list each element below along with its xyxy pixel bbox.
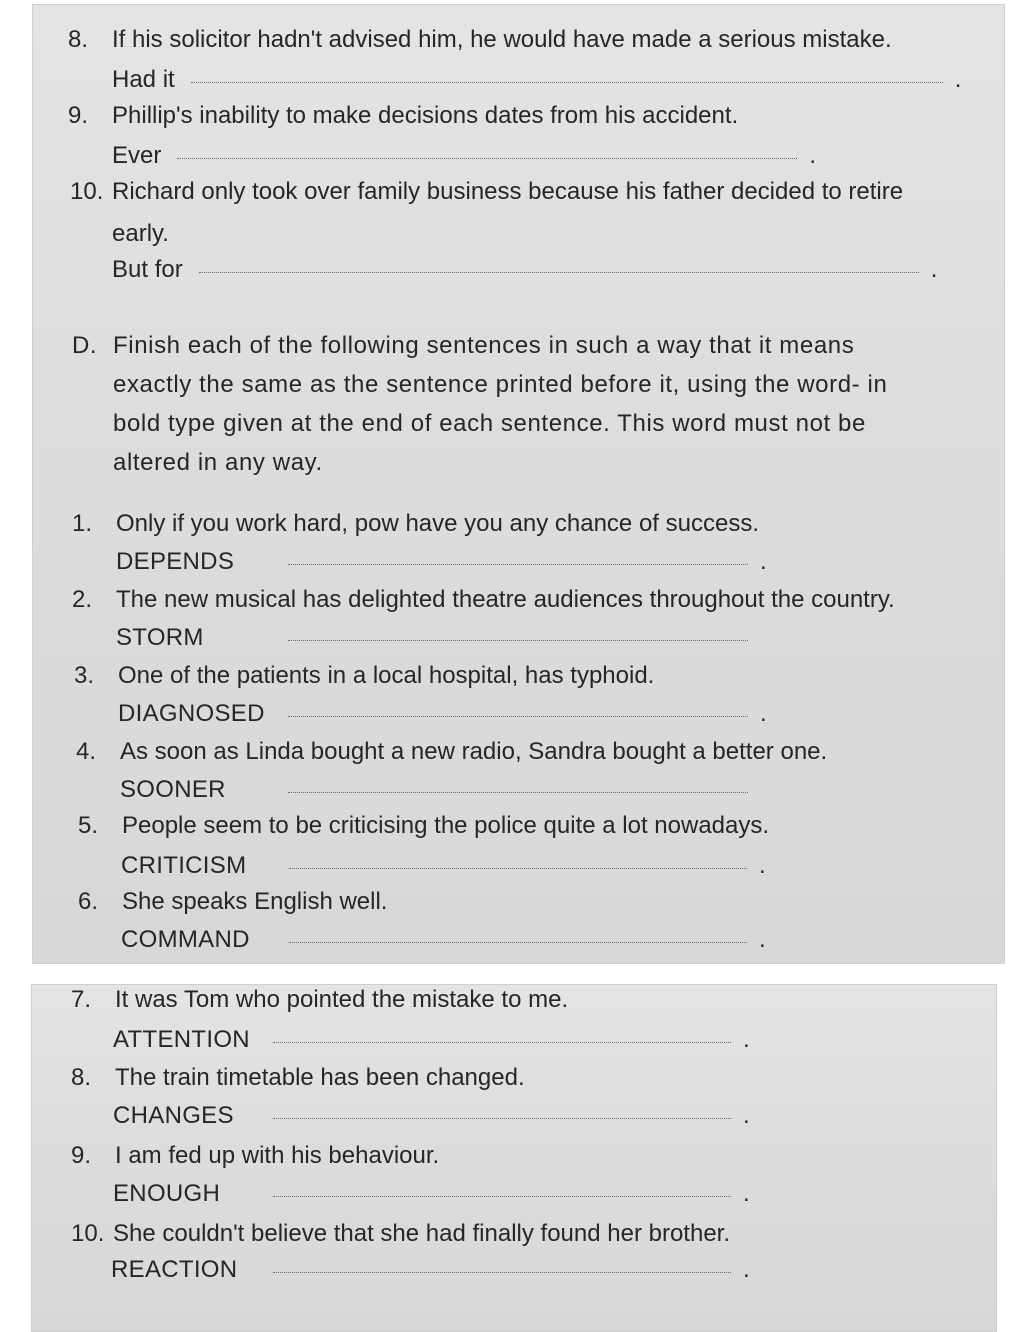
exercise-sentence: As soon as Linda bought a new radio, Sandra bought a better one.	[120, 738, 828, 765]
answer-blank[interactable]	[288, 715, 748, 717]
exercise-6-answer-line	[121, 926, 766, 954]
answer-blank[interactable]	[289, 941, 747, 943]
exercise-number: 7.	[71, 986, 92, 1013]
answer-blank[interactable]	[191, 81, 943, 83]
exercise-5-answer-line	[121, 852, 766, 880]
instruction-line: altered in any way.	[113, 449, 323, 476]
exercise-sentence: The new musical has delighted theatre audiences throughout the country.	[116, 586, 895, 613]
exercise-6-prompt	[78, 888, 387, 916]
exercise-9-prompt	[71, 1142, 439, 1170]
exercise-8-prompt	[71, 1064, 525, 1092]
exercise-7-answer-line	[113, 1026, 750, 1054]
question-10-prompt	[70, 178, 903, 206]
question-number: 8.	[68, 26, 89, 53]
exercise-3-answer-line	[118, 700, 767, 728]
instruction-line: bold type given at the end of each sentence. This word must not be	[113, 410, 866, 437]
question-10-answer-line	[112, 256, 937, 284]
section-d-instructions	[113, 326, 887, 482]
exercise-number: 6.	[78, 888, 99, 915]
keyword: ENOUGH	[113, 1180, 221, 1207]
question-sentence: If his solicitor hadn't advised him, he would have made a serious mistake.	[112, 26, 892, 53]
answer-blank[interactable]	[199, 271, 919, 273]
exercise-2-answer-line	[116, 624, 748, 652]
worksheet-top-page	[32, 4, 1005, 964]
keyword: CHANGES	[113, 1102, 234, 1129]
question-10-prompt-continued	[112, 220, 169, 248]
question-9-answer-line	[112, 142, 816, 170]
exercise-sentence: It was Tom who pointed the mistake to me.	[115, 986, 569, 1013]
full-stop: .	[743, 1256, 750, 1283]
answer-blank[interactable]	[273, 1195, 731, 1197]
question-8-prompt	[68, 26, 892, 54]
full-stop: .	[760, 548, 767, 575]
exercise-1-answer-line	[116, 548, 767, 576]
exercise-sentence: One of the patients in a local hospital, has typhoid.	[118, 662, 655, 689]
exercise-number: 2.	[72, 586, 93, 613]
answer-blank[interactable]	[273, 1041, 731, 1043]
keyword: COMMAND	[121, 926, 250, 953]
section-d-letter: D.	[72, 332, 98, 359]
sentence-starter: But for	[112, 256, 183, 283]
keyword: DEPENDS	[116, 548, 235, 575]
exercise-sentence: The train timetable has been changed.	[115, 1064, 525, 1091]
exercise-1-prompt	[72, 510, 759, 538]
question-number: 10.	[70, 178, 104, 205]
full-stop: .	[809, 142, 817, 169]
question-9-prompt	[68, 102, 738, 130]
instruction-line: Finish each of the following sentences in such a way that it means	[113, 332, 855, 359]
exercise-number: 10.	[71, 1220, 105, 1247]
worksheet-bottom-page	[31, 984, 997, 1332]
full-stop: .	[743, 1180, 750, 1207]
exercise-4-prompt	[76, 738, 827, 766]
answer-blank[interactable]	[288, 563, 748, 565]
exercise-5-prompt	[78, 812, 769, 840]
question-sentence: Phillip's inability to make decisions dates from his accident.	[112, 102, 739, 129]
keyword: STORM	[116, 624, 204, 651]
exercise-4-answer-line	[120, 776, 748, 804]
full-stop: .	[760, 700, 767, 727]
exercise-number: 8.	[71, 1064, 92, 1091]
full-stop: .	[743, 1026, 750, 1053]
answer-blank[interactable]	[273, 1271, 731, 1273]
instruction-line: exactly the same as the sentence printed before it, using the word- in	[113, 371, 888, 398]
exercise-2-prompt	[72, 586, 895, 614]
question-8-answer-line	[112, 66, 961, 94]
exercise-sentence: She speaks English well.	[122, 888, 388, 915]
exercise-7-prompt	[71, 986, 568, 1014]
keyword: REACTION	[111, 1256, 238, 1283]
exercise-sentence: Only if you work hard, pow have you any chance of success.	[116, 510, 759, 537]
exercise-sentence: I am fed up with his behaviour.	[115, 1142, 440, 1169]
full-stop: .	[759, 926, 766, 953]
exercise-number: 3.	[74, 662, 95, 689]
exercise-number: 5.	[78, 812, 99, 839]
answer-blank[interactable]	[177, 157, 797, 159]
exercise-number: 9.	[71, 1142, 92, 1169]
exercise-9-answer-line	[113, 1180, 750, 1208]
sentence-starter: Ever	[112, 142, 162, 169]
full-stop: .	[759, 852, 766, 879]
exercise-number: 1.	[72, 510, 93, 537]
full-stop: .	[930, 256, 938, 283]
keyword: DIAGNOSED	[118, 700, 265, 727]
question-number: 9.	[68, 102, 89, 129]
keyword: SOONER	[120, 776, 226, 803]
exercise-10-answer-line	[111, 1256, 750, 1284]
answer-blank[interactable]	[288, 791, 748, 793]
question-sentence-line-2: early.	[112, 220, 169, 247]
answer-blank[interactable]	[273, 1117, 731, 1119]
question-sentence-line-1: Richard only took over family business because his father decided to retire	[112, 178, 904, 205]
exercise-sentence: People seem to be criticising the police quite a lot nowadays.	[122, 812, 770, 839]
exercise-10-prompt	[71, 1220, 730, 1248]
exercise-sentence: She couldn't believe that she had finally found her brother.	[113, 1220, 731, 1247]
full-stop: .	[743, 1102, 750, 1129]
exercise-3-prompt	[74, 662, 654, 690]
exercise-number: 4.	[76, 738, 97, 765]
answer-blank[interactable]	[288, 639, 748, 641]
keyword: ATTENTION	[113, 1026, 250, 1053]
sentence-starter: Had it	[112, 66, 175, 93]
answer-blank[interactable]	[289, 867, 747, 869]
exercise-8-answer-line	[113, 1102, 750, 1130]
full-stop: .	[954, 66, 962, 93]
keyword: CRITICISM	[121, 852, 247, 879]
